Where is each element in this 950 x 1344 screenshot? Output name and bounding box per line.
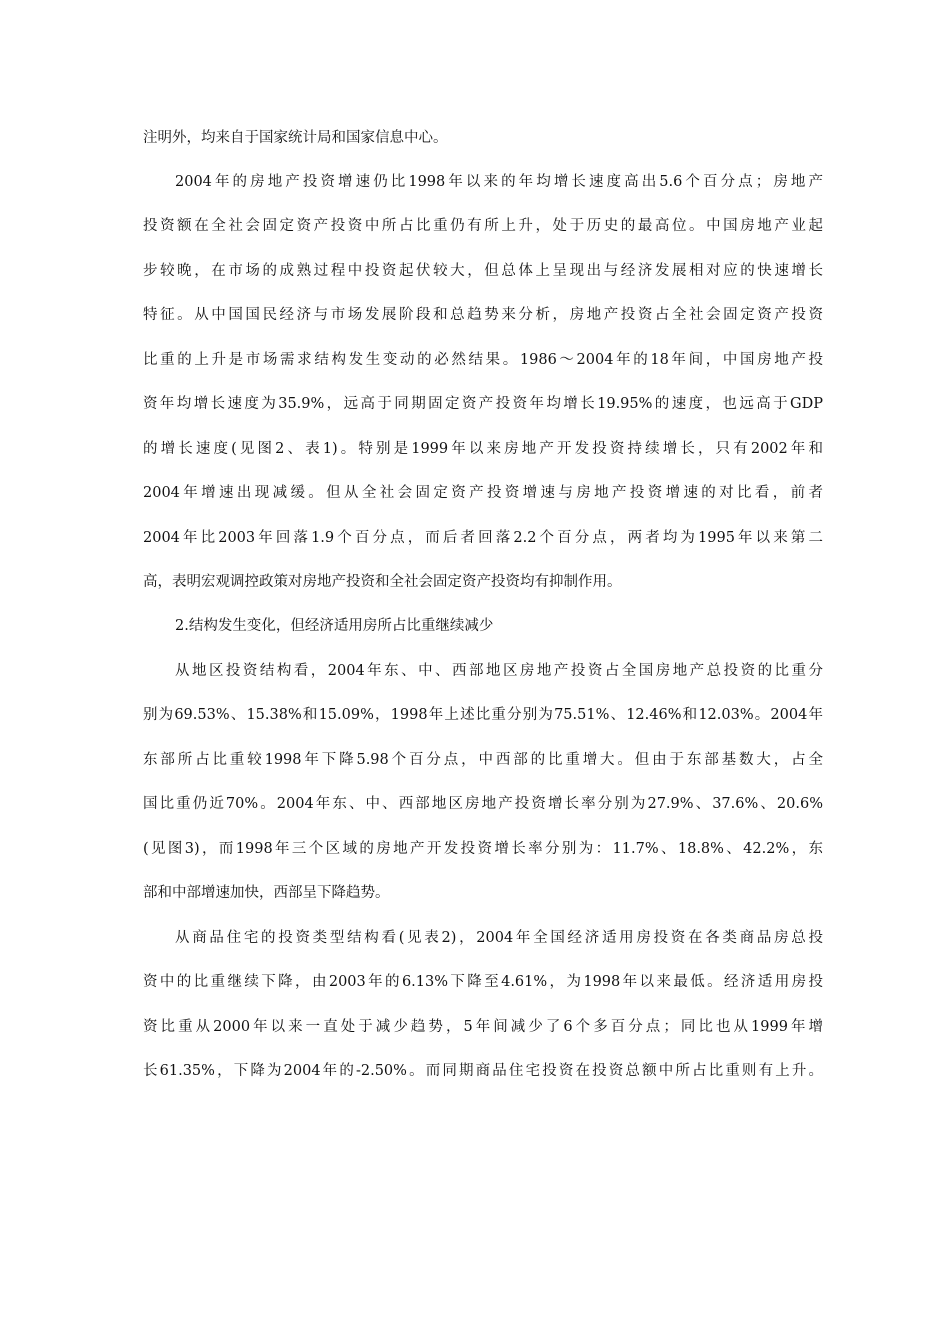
text-line: 资比重从2000年以来一直处于减少趋势，5年间减少了6个多百分点；同比也从1999年增: [143, 1019, 823, 1035]
text-line: 部和中部增速加快，西部呈下降趋势。: [143, 885, 390, 901]
text-line: 从商品住宅的投资类型结构看(见表2)，2004年全国经济适用房投资在各类商品房总投: [175, 930, 823, 946]
text-line: 投资额在全社会固定资产投资中所占比重仍有所上升，处于历史的最高位。中国房地产业起: [143, 218, 823, 234]
text-line: 长61.35%，下降为2004年的-2.50%。而同期商品住宅投资在投资总额中所占比重则有上升。: [143, 1063, 823, 1079]
text-line: 步较晚，在市场的成熟过程中投资起伏较大，但总体上呈现出与经济发展相对应的快速增长: [143, 263, 823, 279]
text-line: 国比重仍近70%。2004年东、中、西部地区房地产投资增长率分别为27.9%、37.6%、20.6%: [143, 796, 823, 812]
section-heading: 2.结构发生变化，但经济适用房所占比重继续减少: [175, 618, 494, 634]
text-line: 高，表明宏观调控政策对房地产投资和全社会固定资产投资均有抑制作用。: [143, 574, 622, 590]
text-line: 比重的上升是市场需求结构发生变动的必然结果。1986～2004年的18年间，中国房地产投: [143, 352, 823, 368]
text-line: 从地区投资结构看，2004年东、中、西部地区房地产投资占全国房地产总投资的比重分: [175, 663, 823, 679]
text-line: 2004年增速出现减缓。但从全社会固定资产投资增速与房地产投资增速的对比看，前者: [143, 485, 823, 501]
text-line: 别为69.53%、15.38%和15.09%，1998年上述比重分别为75.51%、12.46%和12.03%。2004年: [143, 707, 823, 723]
text-line: 2004年比2003年回落1.9个百分点，而后者回落2.2个百分点，两者均为1995年以来第二: [143, 530, 823, 546]
text-line: (见图3)，而1998年三个区域的房地产开发投资增长率分别为：11.7%、18.8%、42.2%，东: [143, 841, 823, 857]
text-line: 2004年的房地产投资增速仍比1998年以来的年均增长速度高出5.6个百分点；房地产: [175, 174, 823, 190]
text-line: 特征。从中国国民经济与市场发展阶段和总趋势来分析，房地产投资占全社会固定资产投资: [143, 307, 823, 323]
text-line: 资中的比重继续下降，由2003年的6.13%下降至4.61%，为1998年以来最低。经济适用房投: [143, 974, 823, 990]
text-line: 资年均增长速度为35.9%，远高于同期固定资产投资年均增长19.95%的速度，也远高于GDP: [143, 396, 823, 412]
text-line: 注明外，均来自于国家统计局和国家信息中心。: [143, 130, 448, 146]
text-line: 的增长速度(见图2、表1)。特别是1999年以来房地产开发投资持续增长，只有2002年和: [143, 441, 823, 457]
text-line: 东部所占比重较1998年下降5.98个百分点，中西部的比重增大。但由于东部基数大，占全: [143, 752, 823, 768]
